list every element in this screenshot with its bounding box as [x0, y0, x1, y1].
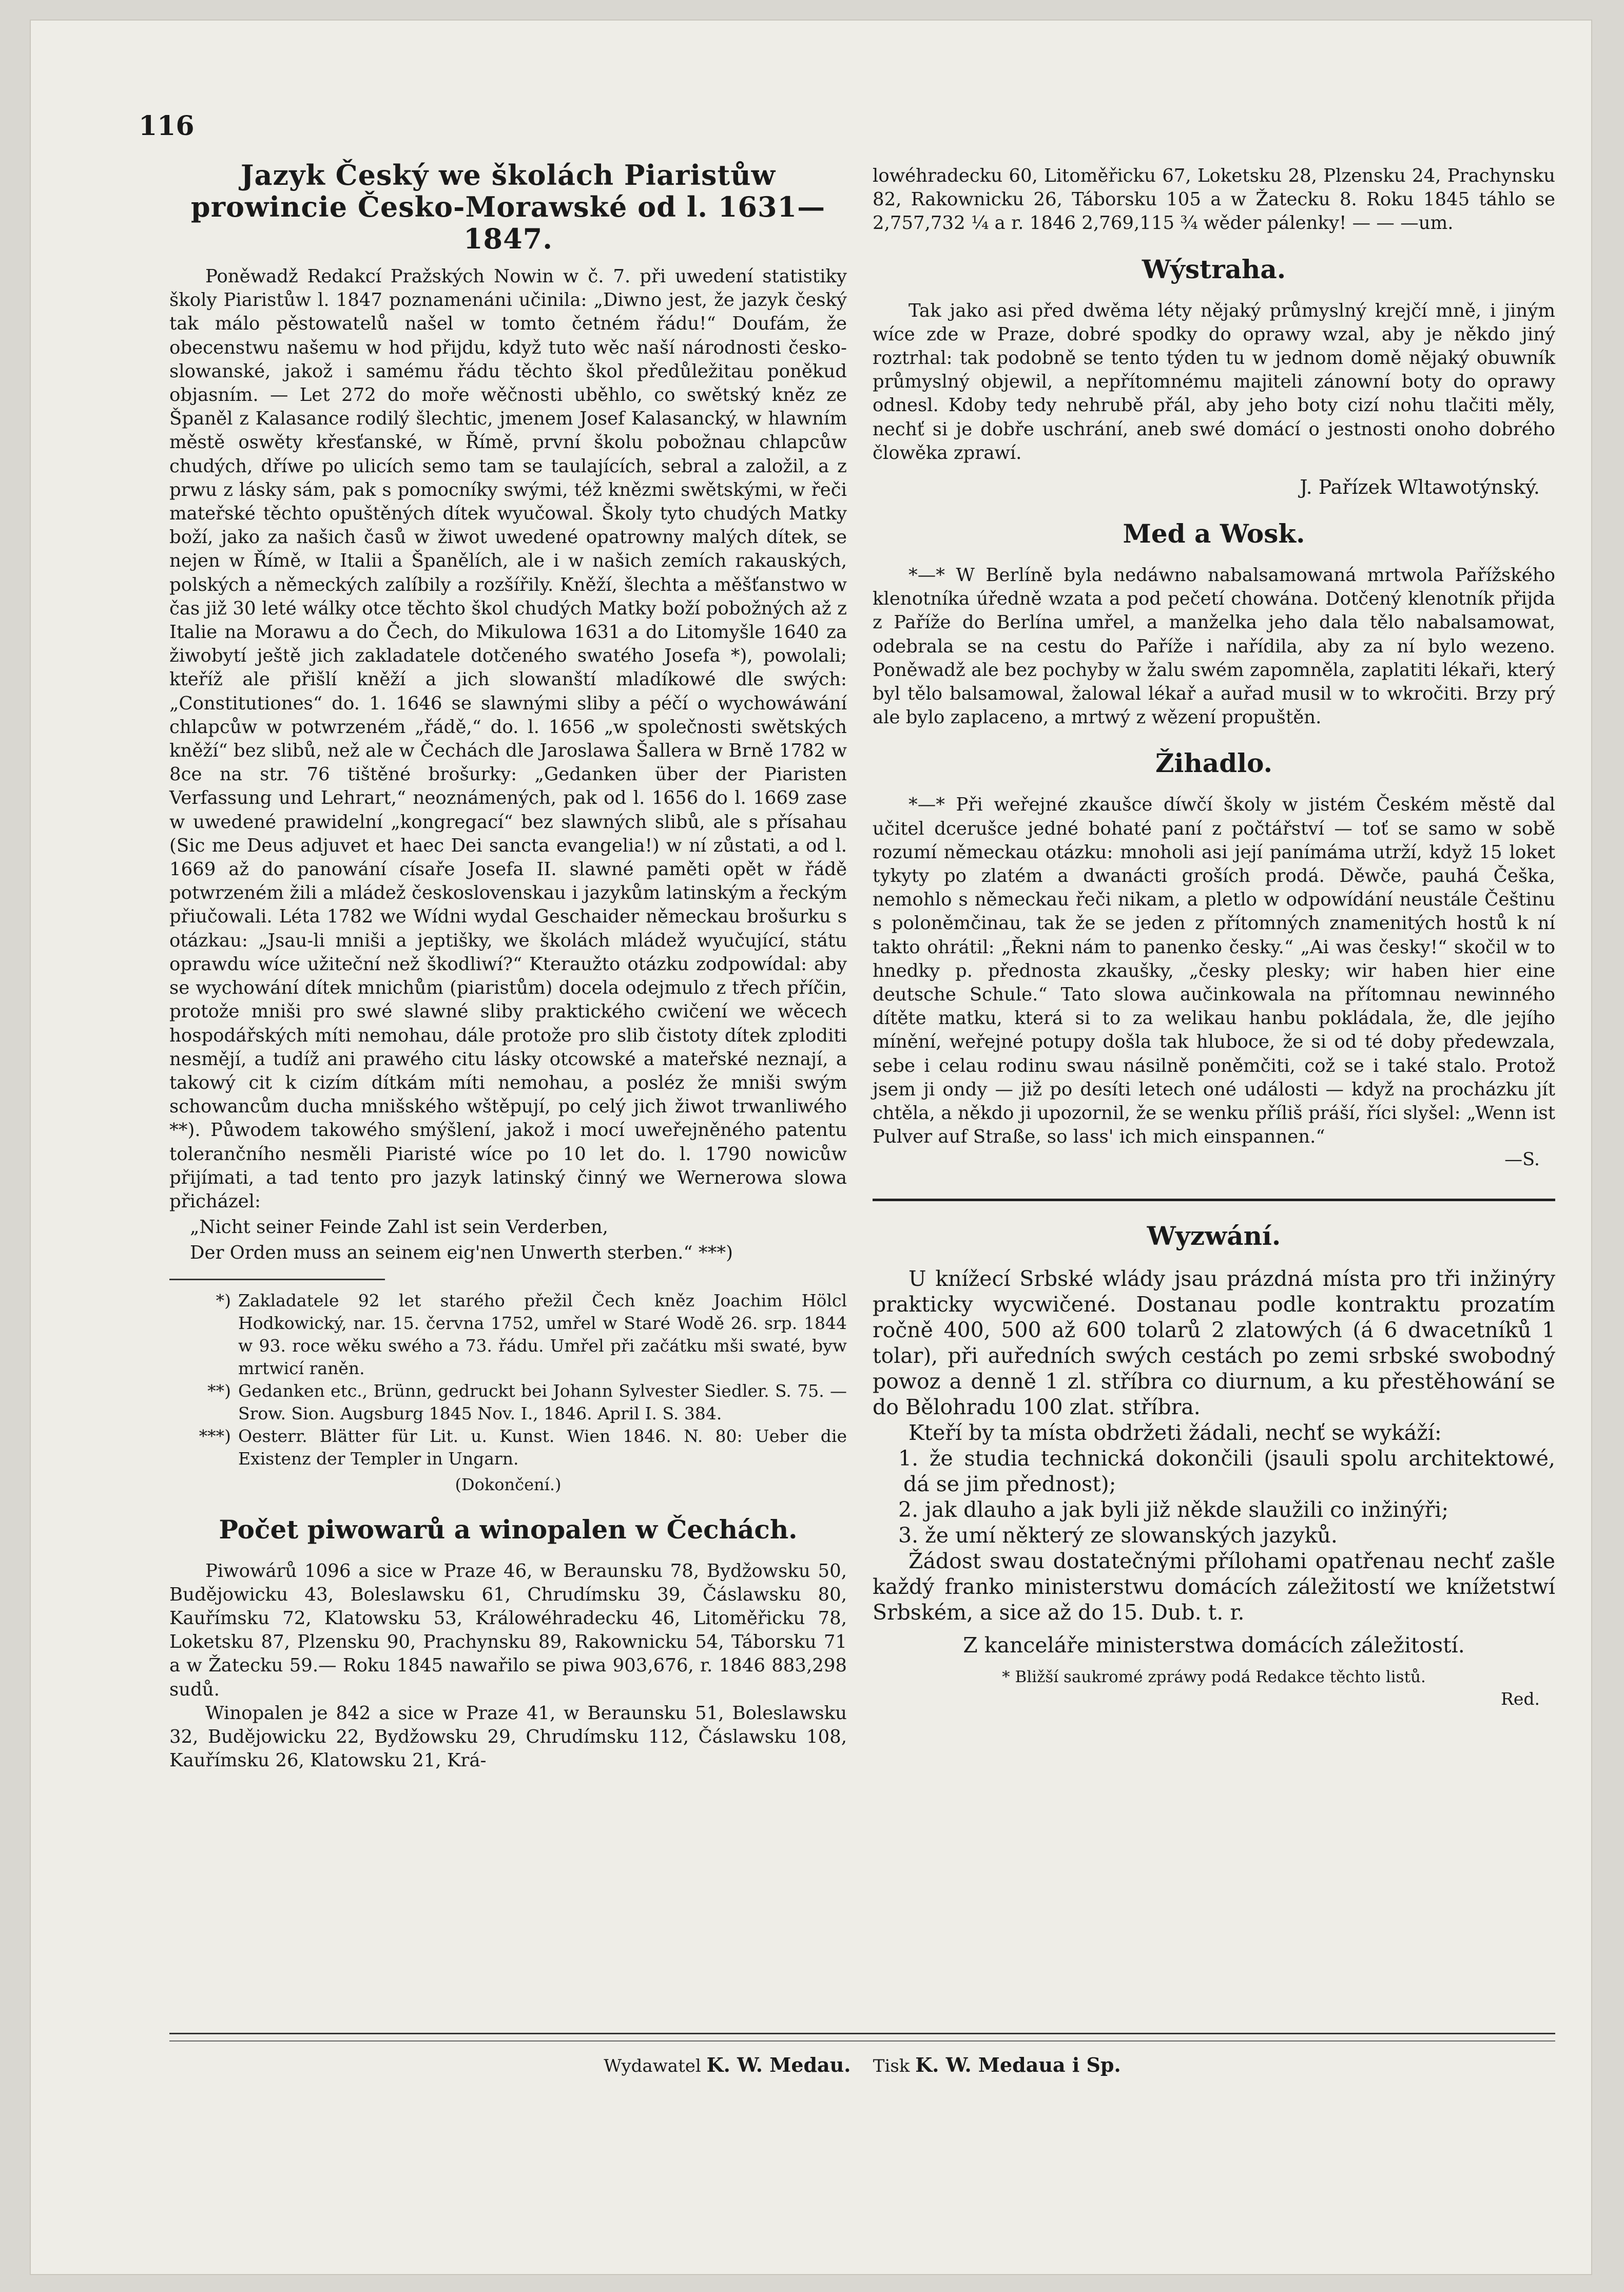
verse-line-1: „Nicht seiner Feinde Zahl ist sein Verderben,: [190, 1217, 608, 1238]
newspaper-page: [31, 21, 1591, 2274]
warning-body: Tak jako asi před dwěma léty nějaký průmyslný krejčí mně, i jiným wíce zde w Praze, dobré spodky do oprawy wzal, aby je někdo jiný roztrhal: tak podobně se tento týden tu w jednom domě nějaký obuwník průmyslný objewil, a nepřítomnému majiteli zánowní boty do oprawy odnesl. Kdoby tedy nehrubě přál, aby jeho boty cizí nohu tlačiti měly, nechť si je dobře uschrání, aneb swé domácí o jestnosti onoho dobrého člowěka zprawí.: [873, 300, 1555, 464]
ministry-office: Z kanceláře ministerstwa domácích záležitostí.: [963, 1632, 1465, 1658]
warning-signature: J. Pařízek Wltawotýnský.: [1300, 476, 1540, 499]
footnote: [169, 1425, 847, 1470]
article-title-sting: Žihadlo.: [1155, 748, 1273, 779]
distilleries-continuation: lowéhradecku 60, Litoměřicku 67, Loketsku 28, Plzensku 24, Prachynsku 82, Rakownicku 26, Táborsku 105 a w Žatecku 8. Roku 1845 táhlo se 2,757,732 ¼ a r. 1846 2,769,115 ¾ wěder pálenky! — — —um.: [873, 165, 1555, 234]
verse-line-2: Der Orden muss an seinem eig'nen Unwerth sterben.“ ***): [190, 1242, 733, 1264]
footnote-text: Oesterr. Blätter für Lit. u. Kunst. Wien 1846. N. 80: Ueber die Existenz der Templer in Ungarn.: [238, 1426, 847, 1469]
article-body-piarists: Poněwadž Redakcí Pražských Nowin w č. 7. při uwedení statistiky školy Piaristůw l. 1847 poznamenáni učinila: „Diwno jest, že jazyk český tak málo pěstowatelů našel w tomto četném řádu!“ Doufám, že obecenstwu našemu w hod přijdu, když tuto wěc naší národnosti česko-slowanské, jakož i samému řádu těchto škol předůležitau poněkud objasním. — Let 272 do moře wěčnosti uběhlo, co swětský kněz ze Španěl z Kalasance rodilý šlechtic, jmenem Josef Kalasancký, w hlawním městě oswěty křesťanské, w Římě, první školu pobožnau chlapcůw chudých, dříwe po ulicích semo tam se taulajících, sebral a založil, a z prwu z lásky sám, pak s pomocníky swými, též knězmi swětskými, w řeči mateřské těchto opuštěných dítek wyučowal. Školy tyto chudých Matky boží, jako za našich časů w žiwot uwedené opatrowny malých dítek, se nejen w Římě, w Italii a Španělích, ale i w našich zemích rakauských, polských a německých zalíbily a rozšířily. Kněží, šlechta a měšťanstwo w čas již 30 leté wálky otce těchto škol chudých Matky boží pobožných až z Italie na Morawu a do Čech, do Mikulowa 1631 a do Litomyšle 1640 za žiwobytí ještě jich zakladatele dotčeného swatého Josefa *), powolali; kteříž ale přišlí kněží a jich slowanští mladíkowé dle swých: „Constitutiones“ do. 1. 1646 se slawnými sliby a péčí o wychowáwání chlapcůw w potwrzeném „řádě,“ do. l. 1656 „w společnosti swětských kněží“ bez slibů, než ale w Čechách dle Jaroslawa Šallera w Brně 1782 w 8ce na str. 76 tištěné brošurky: „Gedanken über der Piaristen Verfassung und Lehrart,“ neoznámených, pak od l. 1656 do l. 1669 zase w uwedené prawidelní „kongregací“ bez slawných slibů, ale s přísahau (Sic me Deus adjuvet et haec Dei sancta evangelia!) w ní zůstati, a od l. 1669 až do panowání císaře Josefa II. slawné paměti opět w řádě potwrzeném žili a mládež československau i jazykům latinským a řeckým přiučowali. Léta 1782 we Wídni wydal Geschaider německau brošurku s otázkau: „Jsau-li mniši a jeptišky, we školách mládež wyučující, státu oprawdu wíce užiteční než škodliwí?“ Kteraužto otázku zodpowídal: aby se wychowání dítek mnichům (piaristům) docela odejmulo z třech příčin, protože mniši pro swé slawné sliby praktického cwičení we wěcech hospodářských míti nemohau, dále protože pro slib čistoty dítek zploditi nesmějí, a tudíž ani prawého citu lásky otcowské a mateřské neznají, a takowý cit k cizím dítkám míti nemohau, a posléz že mniši swým schowancům ducha mnišského wštěpují, po celý jich žiwot trwanliwého **). Půwodem takowého smýšlení, jakož i mocí uweřejněného patentu tolerančního nesměli Piaristé wíce po 10 let do. l. 1790 nowicůw přijímati, a tad tento pro jazyk latinský činný we Wernerowa slowa přicházel:: [169, 266, 847, 1212]
breweries-paragraph: Piwowárů 1096 a sice w Praze 46, w Beraunsku 78, Bydžowsku 50, Budějowicku 43, Boleslawsku 61, Chrudímsku 39, Čáslawsku 80, Kauřímsku 72, Klatowsku 53, Králowéhradecku 46, Litoměřicku 78, Loketsku 87, Plzensku 90, Prachynsku 89, Rakownicku 54, Táborsku 71 a w Žatecku 59.— Roku 1845 nawařilo se piwa 903,676, r. 1846 883,298 sudů.: [169, 1560, 847, 1700]
honey-wax-body: *—* W Berlíně byla nedáwno nabalsamowaná mrtwola Pařížského klenotníka úředně wzata a pod pečetí chowána. Dotčený klenotník přijda z Paříže do Berlína umřel, a manželka jeho dala tělo nabalsamowat, odebrala se na cestu do Paříže i nařídila, aby za ní bylo wezeno. Poněwadž ale bez pochyby w žalu swém zapomněla, zaplatiti lékaři, který byl tělo balsamowal, žalowal lékař a auřad musil w to wkročiti. Brzy prý ale bylo zaplaceno, a mrtwý z wězení propuštěn.: [873, 565, 1555, 728]
article-title-breweries: Počet piwowarů a winopalen w Čechách.: [219, 1514, 798, 1545]
section-divider: [873, 1199, 1555, 1201]
editorial-initial: Red.: [1501, 1688, 1540, 1709]
to-be-continued: (Dokončení.): [455, 1474, 562, 1494]
left-column: [169, 159, 847, 1773]
distilleries-paragraph: Winopalen je 842 a sice w Praze 41, w Beraunsku 51, Boleslawsku 32, Budějowicku 22, Bydžowsku 29, Chrudímsku 112, Čáslawsku 108, Kauřímsku 26, Klatowsku 21, Krá-: [169, 1702, 847, 1771]
requirement-item: 3. že umí některý ze slowanských jazyků.: [898, 1523, 1338, 1548]
publisher-name: K. W. Medau.: [706, 2053, 851, 2076]
page-number: 116: [139, 110, 195, 142]
footnote: [169, 1289, 847, 1380]
announcement-intro: U knížecí Srbské wlády jsau prázdná místa pro tři inžinýry prakticky wycwičené. Dostanau podle kontraktu prozatím ročně 400, 500 až 600 tolarů 2 zlatowých (á 6 dwacetníků 1 tolar), při auředních swých cestách po zemi srbské swobodný powoz a denně 1 zl. stříbra co diurnum, a ku přestěhowání se do Bělohradu 100 zlat. stříbra.: [873, 1266, 1555, 1419]
right-column: [873, 164, 1555, 1709]
footnote: [169, 1380, 847, 1425]
imprint-rule: [169, 2040, 1555, 2041]
article-title-warning: Wýstraha.: [1142, 254, 1286, 284]
imprint-rule: [169, 2033, 1555, 2034]
announcement: [873, 1221, 1555, 1658]
announcement-outro: Žádost swau dostatečnými přílohami opatřenau nechť zašle každý franko ministerstwu domácích záležitostí we knížetstwí Srbském, a sice až do 15. Dub. t. r.: [873, 1548, 1555, 1625]
sting-body: *—* Při weřejné zkaušce díwčí školy w jistém Českém městě dal učitel dcerušce jedné bohaté paní z počtářství — toť se samo w sobě rozumí německau otázku: mnoholi asi její panímáma utrží, když 15 loket tykyty po zlatém a dwanácti groších prodá. Děwče, pauhá Češka, nemohlo s německau řeči nikam, a pletlo w odpowídání neustále Češtinu s poloněmčinau, tak že se jeden z přítomných znamenitých hostů k ní takto ohrátil: „Řekni nám to panenko česky.“ „Ai was česky!“ skočil w to hnedky p. přednosta zkaušky, „česky plesky; wir haben hier eine deutsche Schule.“ Tato slowa aučinkowala na přítomnau newinného dítěte matku, která si to za welikau hanbu pokládala, že, dle jejího mínění, weřejné potupy došla tak hluboce, že si od té doby předewzala, sebe i celau rodinu swau násilně poněmčiti, což se i také stalo. Protož jsem ji ondy — již po desíti letech oné události — když na procházku jít chtěla, a někdo ji upozornil, že se wenku příliš práší, říci slyšel: „Wenn ist Pulver auf Straße, so lass' ich mich einspannen.“: [873, 794, 1555, 1148]
printer-label: Tisk: [873, 2056, 910, 2076]
footnote-divider: [169, 1279, 385, 1280]
requirement-item: 1. že studia technická dokončili (jsauli spolu architektowé, dá se jim přednost);: [898, 1446, 1555, 1496]
footnote-text: Gedanken etc., Brünn, gedruckt bei Johann Sylvester Siedler. S. 75. — Srow. Sion. Augsburg 1845 Nov. I., 1846. April I. S. 384.: [238, 1380, 847, 1423]
requirement-item: 2. jak dlauho a jak byli již někde slaužili co inžinýři;: [898, 1497, 1449, 1522]
footnote-mark: **): [207, 1380, 231, 1401]
imprint-area: [169, 2033, 1555, 2076]
editorial-note: * Bližší saukromé zpráwy podá Redakce těchto listů.: [1002, 1667, 1426, 1686]
printer-name: K. W. Medaua i Sp.: [915, 2053, 1121, 2076]
footnote-text: Zakladatele 92 let starého přežil Čech kněz Joachim Hölcl Hodkowický, nar. 15. června 1752, umřel w Staré Wodě 26. srp. 1844 w 93. roce wěku swého a 73. řádu. Umřel při začátku mši swaté, byw mrtwicí raněn.: [238, 1290, 847, 1378]
imprint: [169, 2053, 1555, 2076]
publisher-label: Wydawatel: [604, 2056, 701, 2076]
announcement-title: Wyzwání.: [1147, 1220, 1281, 1251]
article-title-honey-wax: Med a Wosk.: [1123, 518, 1305, 549]
announcement-requirements: Kteří by ta místa obdržeti žádali, nechť se wykáží:: [908, 1420, 1442, 1445]
footnote-mark: *): [216, 1290, 231, 1311]
sting-initial: —S.: [1504, 1149, 1540, 1170]
article-title-piarists: Jazyk Český we školách Piaristůw prowincie Česko-Morawské od l. 1631—1847.: [190, 159, 826, 255]
footnote-mark: ***): [199, 1426, 231, 1446]
